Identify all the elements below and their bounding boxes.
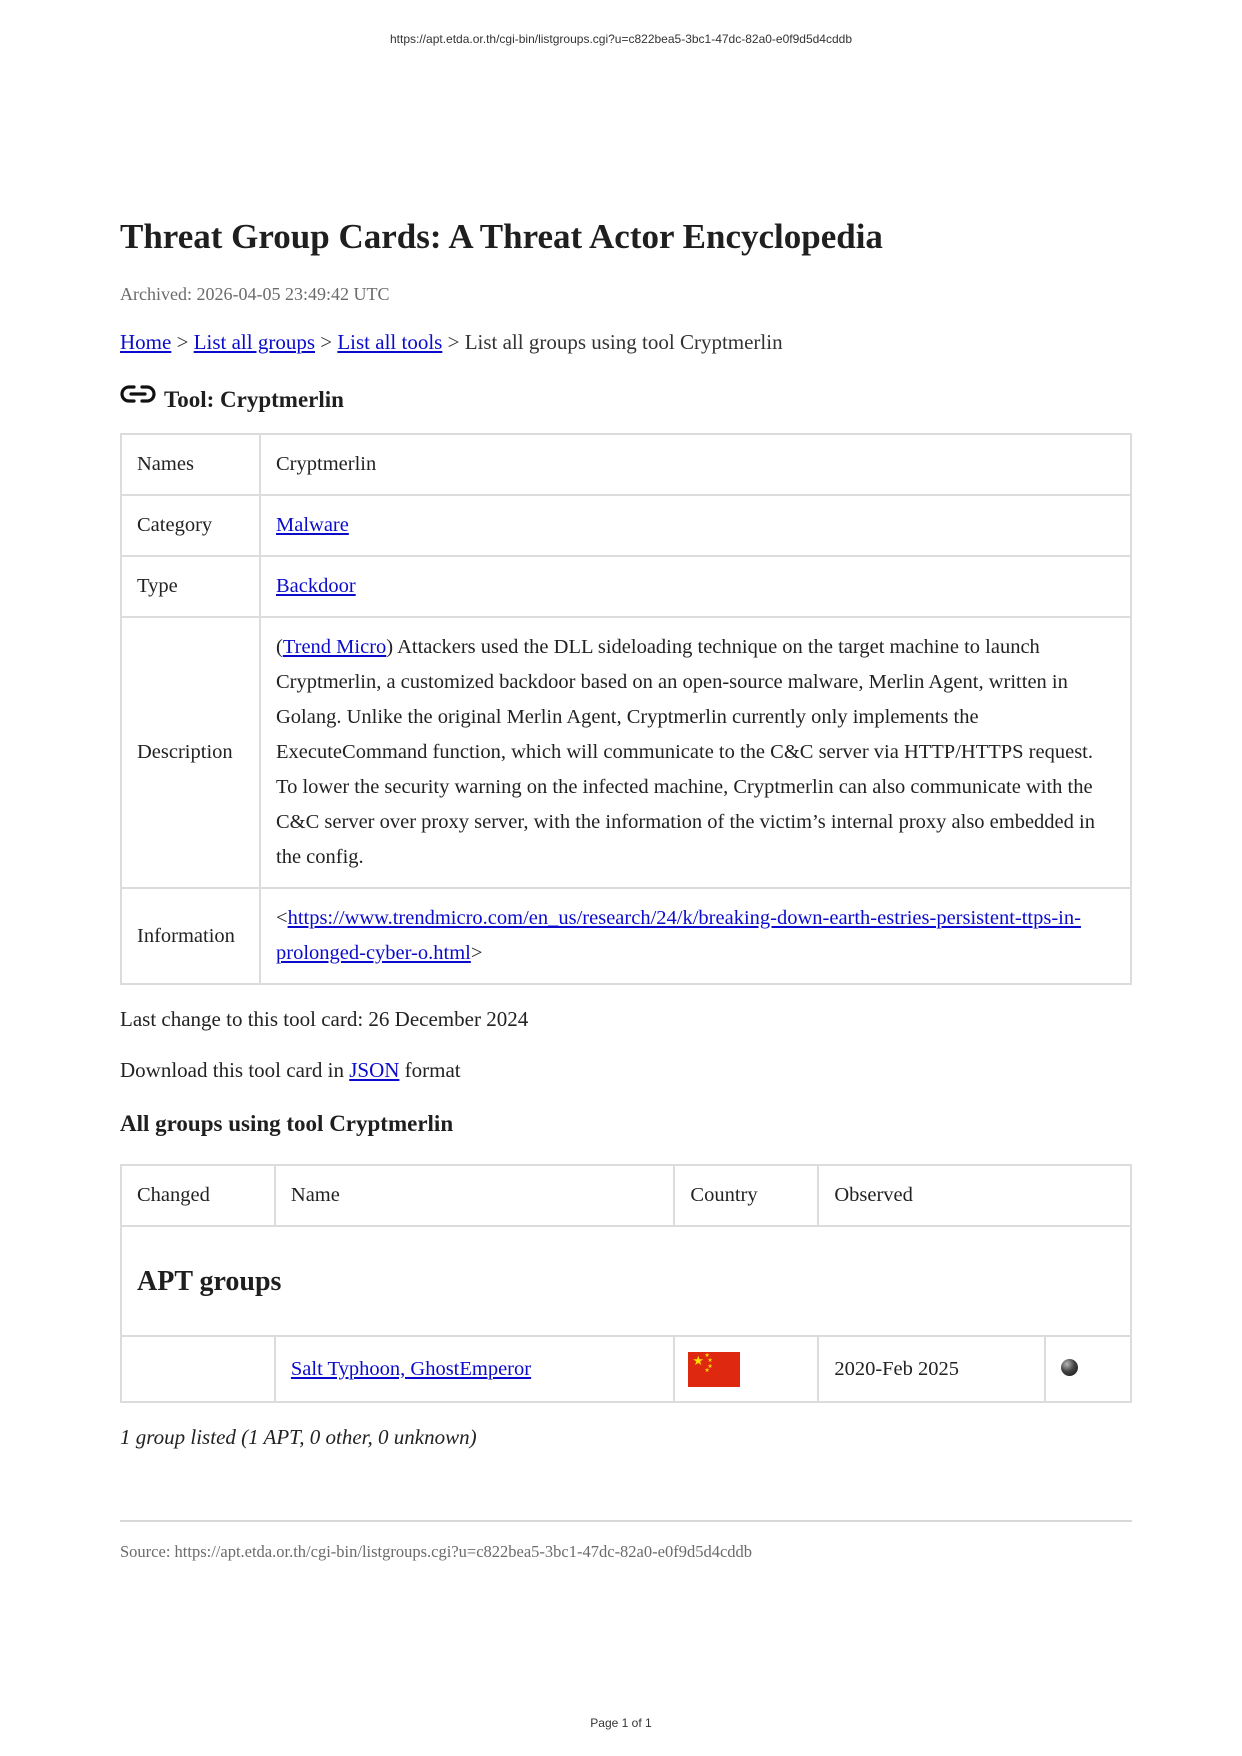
column-header-observed: Observed [818,1165,1131,1226]
information-link[interactable]: https://www.trendmicro.com/en_us/research/24/k/breaking-down-earth-estries-persistent-ttps-in-prolonged-cyber-o.html [276,907,1081,964]
group-country-cell [674,1336,818,1402]
group-name-link[interactable]: Salt Typhoon, GhostEmperor [290,1357,532,1380]
type-label: Type [121,556,260,617]
info-close-bracket: > [470,942,483,964]
china-flag-icon: ★ ★ ★ ★ ★ [688,1352,740,1387]
breadcrumb-current: List all groups using tool Cryptmerlin [464,330,783,354]
last-change-text: Last change to this tool card: 26 December 2024 [120,1007,529,1031]
group-name-cell [275,1336,675,1402]
breadcrumb-separator: > [315,330,338,354]
table-row [121,556,1131,617]
table-row [121,1336,1131,1402]
groups-summary: 1 group listed (1 APT, 0 other, 0 unknown) [120,1425,477,1449]
breadcrumb-separator: > [171,330,194,354]
information-cell [260,888,1131,984]
description-text: ) Attackers used the DLL sideloading technique on the target machine to launch Cryptmerlin, a customized backdoor based on an open-source malware, Merlin Agent, written in Golang. Unlike the original Merlin Agent, Cryptmerlin currently only implements the ExecuteCommand function, which will communicate to the C&C server via HTTP/HTTPS request. To lower the security warning on the infected machine, Cryptmerlin can also communicate with the C&C server over proxy server, with the information of the victim’s internal proxy also embedded in the config. [276,636,1095,868]
table-row [121,495,1131,556]
section-row-apt [121,1226,1131,1336]
table-row [121,434,1131,495]
column-header-name: Name [275,1165,675,1226]
description-source-link[interactable]: Trend Micro [282,636,387,658]
breadcrumb-list-tools-link[interactable]: List all tools [337,330,443,354]
archived-timestamp: Archived: 2026-04-05 23:49:42 UTC [120,284,390,304]
tool-heading [120,383,1132,413]
breadcrumb-home-link[interactable]: Home [120,330,172,354]
json-download-link[interactable]: JSON [349,1058,400,1082]
link-icon [120,383,156,405]
download-prefix: Download this tool card in [120,1058,350,1082]
page-title: Threat Group Cards: A Threat Actor Encyclopedia [120,217,883,256]
category-link[interactable]: Malware [276,514,349,536]
download-suffix: format [399,1058,461,1082]
black-ball-icon [1061,1359,1078,1376]
information-label: Information [121,888,260,984]
groups-heading: All groups using tool Cryptmerlin [120,1111,454,1136]
column-header-changed: Changed [121,1165,275,1226]
table-row [121,888,1131,984]
breadcrumb-separator: > [442,330,465,354]
page-number: Page 1 of 1 [590,1716,652,1730]
description-cell [260,617,1131,888]
print-header-url: https://apt.etda.or.th/cgi-bin/listgroups.cgi?u=c822bea5-3bc1-47dc-82a0-e0f9d5d4cddb [390,32,852,46]
description-open-paren: ( [276,636,283,658]
info-open-bracket: < [276,907,288,929]
tool-details-table [120,433,1132,985]
tool-heading-text: Tool: Cryptmerlin [164,387,344,412]
groups-table [120,1164,1132,1403]
column-header-country: Country [674,1165,818,1226]
type-link[interactable]: Backdoor [276,575,356,597]
download-line [120,1058,1132,1083]
names-value: Cryptmerlin [260,434,1131,495]
breadcrumb [120,330,1132,355]
type-cell [260,556,1131,617]
names-label: Names [121,434,260,495]
breadcrumb-list-groups-link[interactable]: List all groups [193,330,315,354]
group-changed-cell [121,1336,275,1402]
group-observed-cell: 2020-Feb 2025 [818,1336,1045,1402]
description-label: Description [121,617,260,888]
source-url: Source: https://apt.etda.or.th/cgi-bin/listgroups.cgi?u=c822bea5-3bc1-47dc-82a0-e0f9d5d4cddb [120,1542,753,1561]
category-label: Category [121,495,260,556]
category-cell [260,495,1131,556]
page-content [120,212,1132,1562]
footer-divider [120,1520,1132,1522]
table-row [121,617,1131,888]
group-status-cell [1045,1336,1131,1402]
table-header-row [121,1165,1131,1226]
section-label-apt-groups: APT groups [121,1226,1131,1336]
